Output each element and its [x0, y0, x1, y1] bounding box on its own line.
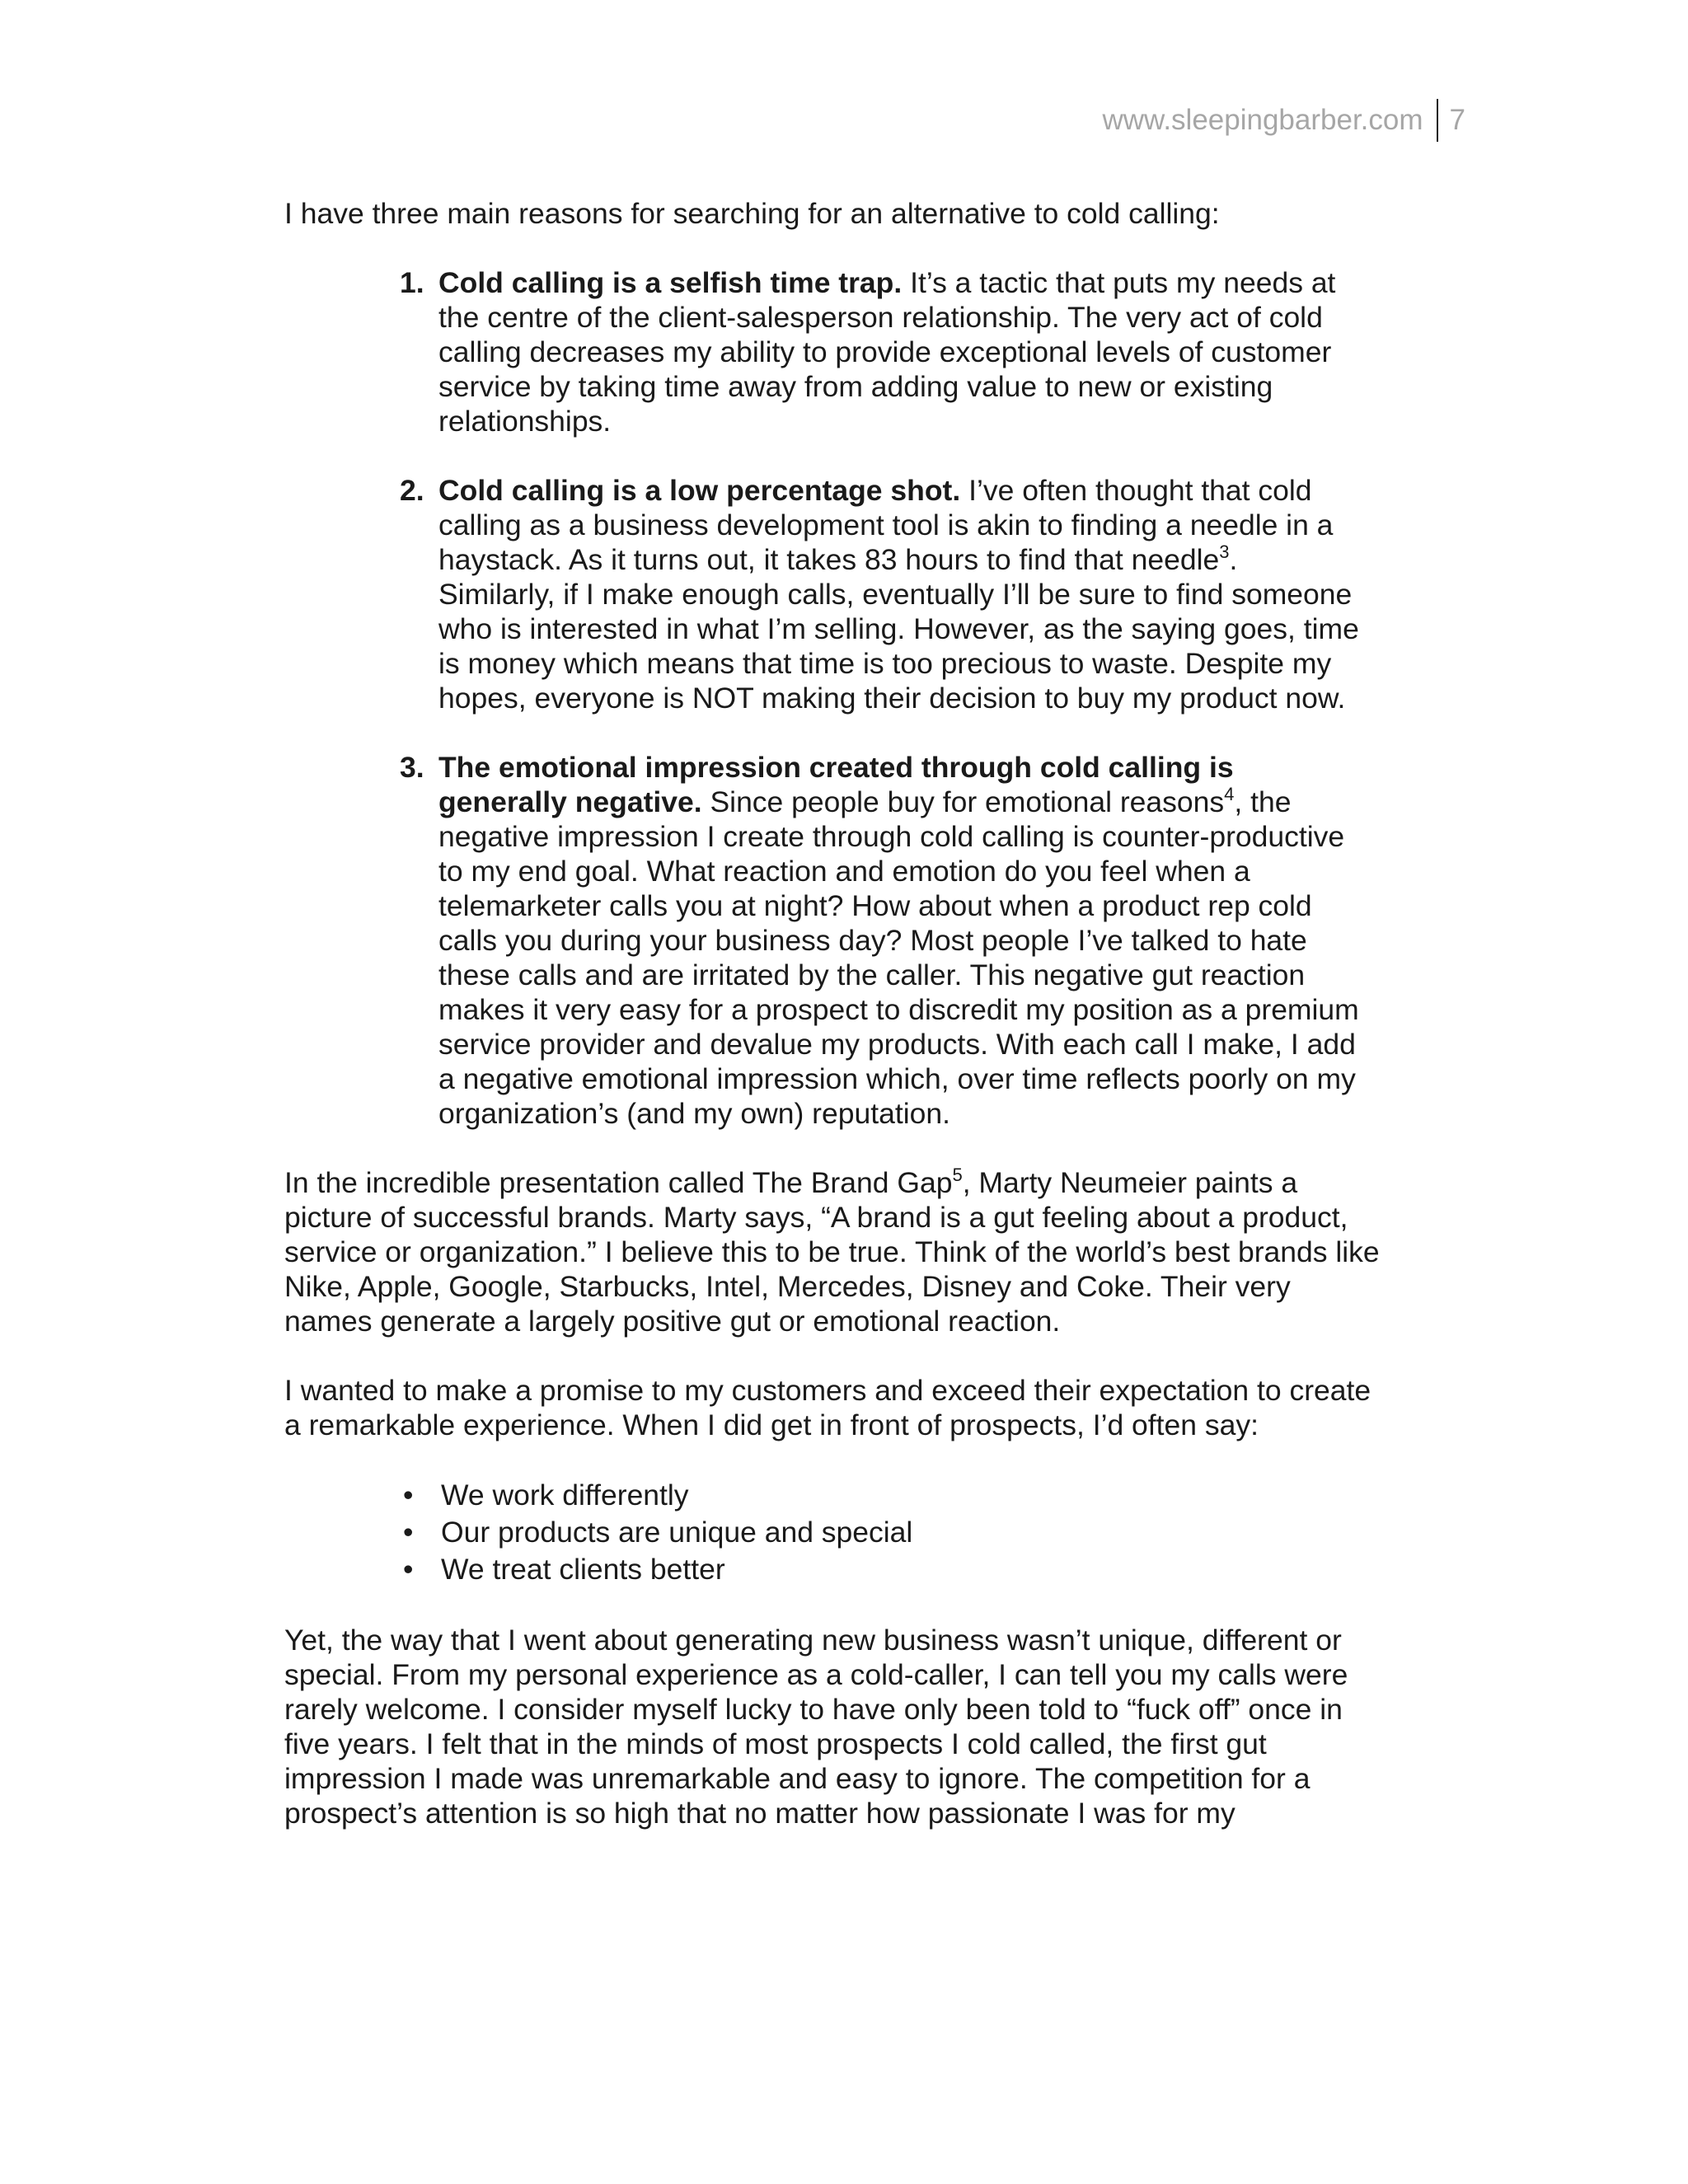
claim-text: We treat clients better: [441, 1553, 725, 1586]
claim-text: Our products are unique and special: [441, 1516, 913, 1549]
document-body: [284, 196, 1381, 1865]
reason-text: Since people buy for emotional reasons: [701, 785, 1225, 818]
bullet-icon: •: [403, 1479, 414, 1511]
reason-text-continued: . Similarly, if I make enough calls, eventually I’ll be sure to find someone who is interested in what I’m selling. However, as the saying goes, time is money which means that time is too precious to waste. Despite my hopes, everyone is NOT making their decision to buy my product now.: [438, 543, 1359, 715]
promise-paragraph: I wanted to make a promise to my customers and exceed their expectation to create a remarkable experience. When I did get in front of prospects, I’d often say:: [284, 1374, 1372, 1441]
header-divider: [1437, 99, 1438, 142]
footnote-ref-4: 4: [1224, 784, 1235, 804]
reason-item-1: [400, 265, 1362, 438]
bullet-icon: •: [403, 1553, 414, 1586]
reasons-list: [284, 265, 1381, 1131]
claims-list: [284, 1477, 1381, 1588]
reason-lead: Cold calling is a low percentage shot.: [438, 474, 961, 507]
claim-item: [403, 1477, 1381, 1514]
reason-lead: The emotional impression created through cold calling is generally negative.: [438, 751, 1234, 818]
intro-paragraph: I have three main reasons for searching for an alternative to cold calling:: [284, 197, 1220, 230]
footnote-ref-3: 3: [1219, 541, 1230, 562]
brand-gap-paragraph: [284, 1165, 1381, 1338]
claim-item: [403, 1514, 1381, 1551]
brand-text-continued: , Marty Neumeier paints a picture of successful brands. Marty says, “A brand is a gut feeling about a product, service or organization.” I believe this to be true. Think of the world’s best brands like Nike, Apple, Google, Starbucks, Intel, Mercedes, Disney and Coke. Their very names generate a largely positive gut or emotional reaction.: [284, 1166, 1380, 1338]
reason-text: It’s a tactic that puts my needs at the centre of the client-salesperson relationship. The very act of cold calling decreases my ability to provide exceptional levels of customer service by taking time away from adding value to new or existing relationships.: [438, 266, 1336, 438]
claim-item: [403, 1551, 1381, 1588]
reason-lead: Cold calling is a selfish time trap.: [438, 266, 903, 299]
closing-paragraph: Yet, the way that I went about generating new business wasn’t unique, different or special. From my personal experience as a cold-caller, I can tell you my calls were rarely welcome. I consider myself lucky to have only been told to “fuck off” once in five years. I felt that in the minds of most prospects I cold called, the first gut impression I made was unremarkable and easy to ignore. The competition for a prospect’s attention is so high that no matter how passionate I was for my: [284, 1624, 1348, 1830]
page-header: [1102, 99, 1465, 142]
header-url: www.sleepingbarber.com: [1102, 104, 1423, 136]
brand-text: In the incredible presentation called The Brand Gap: [284, 1166, 953, 1199]
bullet-icon: •: [403, 1516, 414, 1549]
reason-item-3: [400, 750, 1362, 1131]
footnote-ref-5: 5: [952, 1165, 963, 1185]
reason-number: 3.: [400, 751, 424, 784]
claim-text: We work differently: [441, 1479, 689, 1511]
page-number: 7: [1449, 104, 1465, 136]
reason-text-continued: , the negative impression I create through cold calling is counter-productive to my end goal. What reaction and emotion do you feel when a telemarketer calls you at night? How about when a product rep cold calls you during your business day? Most people I’ve talked to hate these calls and are irritated by the caller. This negative gut reaction makes it very easy for a prospect to discredit my position as a premium service provider and devalue my products. With each call I make, I add a negative emotional impression which, over time reflects poorly on my organization’s (and my own) reputation.: [438, 785, 1359, 1130]
reason-number: 2.: [400, 474, 424, 507]
reason-item-2: [400, 473, 1362, 715]
reason-number: 1.: [400, 266, 424, 299]
reason-text: I’ve often thought that cold calling as a business development tool is akin to finding a needle in a haystack. As it turns out, it takes 83 hours to find that needle: [438, 474, 1334, 576]
